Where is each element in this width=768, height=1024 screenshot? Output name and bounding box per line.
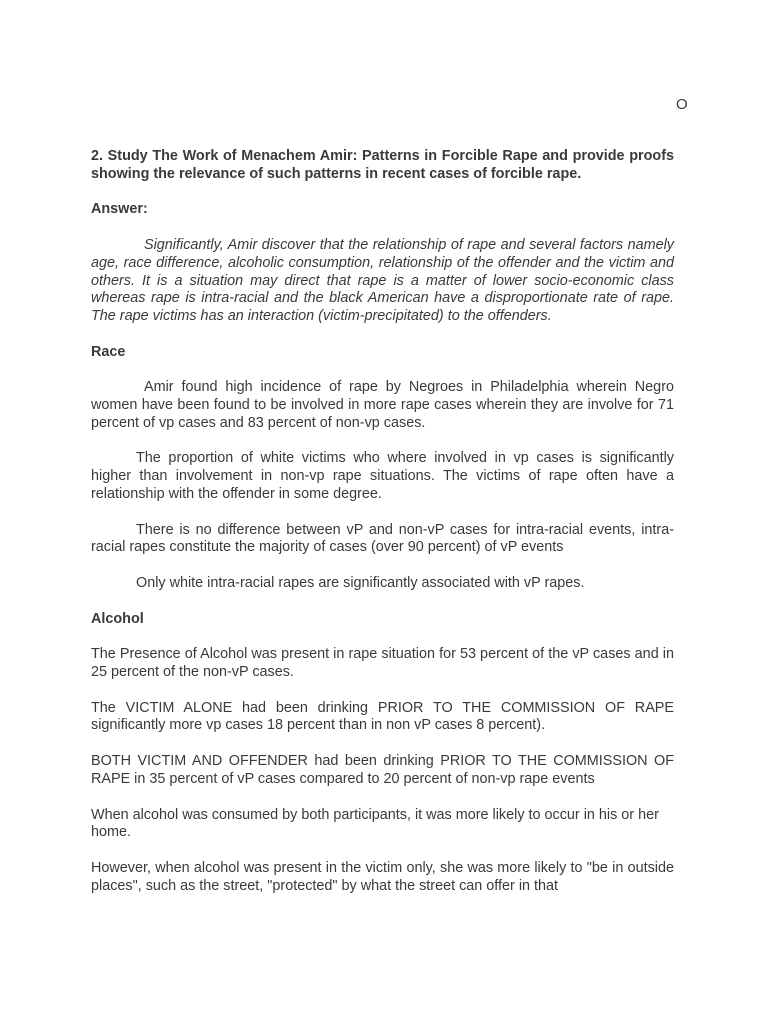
race-paragraph-4: Only white intra-racial rapes are significantly associated with vP rapes. (136, 574, 585, 591)
answer-paragraph: Significantly, Amir discover that the relationship of rape and several factors namely age, race difference, alcoholic consumption, relationship of the offender and the victim and others. It is a situation may direct that rape is a matter of lower socio-economic class whereas rape is intra-racial and the black American have a disproportionate rate of rape. The rape victims has an interaction (victim-precipitated) to the offenders. (91, 237, 674, 324)
document-body (91, 148, 674, 913)
alcohol-paragraph-3: BOTH VICTIM AND OFFENDER had been drinking PRIOR TO THE COMMISSION OF RAPE in 35 percent of vP cases compared to 20 percent of non-vp rape events (91, 753, 674, 787)
page-mark: O (676, 96, 688, 113)
answer-heading: Answer: (91, 201, 148, 218)
question-text: 2. Study The Work of Menachem Amir: Patterns in Forcible Rape and provide proofs showing the relevance of such patterns in recent cases of forcible rape. (91, 148, 674, 182)
race-heading: Race (91, 343, 126, 360)
alcohol-heading: Alcohol (91, 610, 144, 627)
alcohol-paragraph-4: When alcohol was consumed by both participants, it was more likely to occur in his or her home. (91, 806, 659, 841)
alcohol-paragraph-5: However, when alcohol was present in the victim only, she was more likely to "be in outside places", such as the street, "protected" by what the street can offer in that (91, 859, 674, 894)
race-paragraph-3: There is no difference between vP and non-vP cases for intra-racial events, intra-racial rapes constitute the majority of cases (over 90 percent) of vP events (91, 521, 674, 556)
alcohol-paragraph-2: The VICTIM ALONE had been drinking PRIOR TO THE COMMISSION OF RAPE significantly more vp cases 18 percent than in non vP cases 8 percent). (91, 699, 674, 734)
alcohol-paragraph-1: The Presence of Alcohol was present in rape situation for 53 percent of the vP cases and in 25 percent of the non-vP cases. (91, 646, 674, 681)
race-paragraph-2: The proportion of white victims who where involved in vp cases is significantly higher than involvement in non-vp rape situations. The victims of rape often have a relationship with the offender in some degree. (91, 450, 674, 502)
race-paragraph-1: Amir found high incidence of rape by Negroes in Philadelphia wherein Negro women have been found to be involved in more rape cases wherein they are involve for 71 percent of vp cases and 83 percent of non-vp cases. (91, 379, 674, 431)
